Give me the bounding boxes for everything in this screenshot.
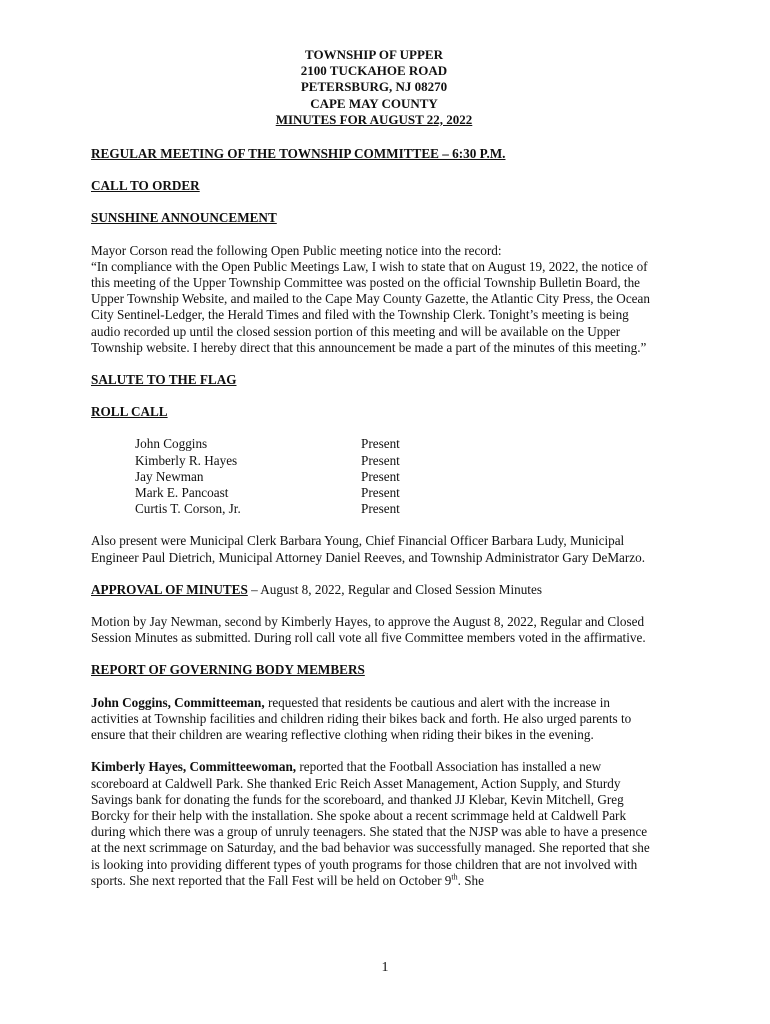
hayes-name: Kimberly Hayes, Committeewoman, — [91, 759, 297, 775]
hayes-end: . She — [457, 872, 484, 888]
regular-meeting-heading: REGULAR MEETING OF THE TOWNSHIP COMMITTEE – 6:30 P.M. — [91, 146, 506, 162]
roll-row — [135, 485, 657, 501]
approval-detail: – August 8, 2022, Regular and Closed Session Minutes — [247, 581, 542, 597]
roll-call-list — [135, 436, 657, 517]
header-minutes-date: MINUTES FOR AUGUST 22, 2022 — [275, 111, 473, 127]
roll-name: John Coggins — [135, 436, 208, 452]
header-county: CAPE MAY COUNTY — [310, 95, 438, 111]
roll-name: Kimberly R. Hayes — [135, 452, 238, 468]
salute-heading: SALUTE TO THE FLAG — [91, 372, 237, 388]
coggins-report — [91, 695, 657, 744]
sunshine-intro: Mayor Corson read the following Open Public meeting notice into the record: — [91, 242, 502, 258]
approval-paragraph — [91, 582, 657, 598]
header-township: TOWNSHIP OF UPPER — [305, 47, 443, 62]
sunshine-heading: SUNSHINE ANNOUNCEMENT — [91, 210, 277, 226]
roll-row — [135, 436, 657, 452]
sunshine-text: “In compliance with the Open Public Meetings Law, I wish to state that on August 19, 2022, the notice of this meeting of the Upper Township Committee was posted on the official Township Bulletin Board, the Upper Township Website, and mailed to the Cape May County Gazette, the Atlantic City Press, the Ocean City Sentinel-Ledger, the Herald Times and filed with the Township Clerk. Tonight’s meeting is being audio recorded up until the closed session portion of this meeting and will be available on the Upper Township website. I hereby direct that this announcement be made a part of the minutes of this meeting.” — [91, 258, 650, 355]
roll-name: Mark E. Pancoast — [135, 485, 229, 501]
header-address: 2100 TUCKAHOE ROAD — [300, 63, 448, 79]
page-number: 1 — [381, 960, 389, 975]
coggins-name: John Coggins, Committeeman, — [91, 694, 265, 710]
roll-status: Present — [361, 436, 400, 452]
roll-row — [135, 501, 657, 517]
document-header — [91, 47, 657, 128]
coggins-text: requested that residents be cautious and alert with the increase in activities at Township facilities and children riding their bikes back and forth. He also urged parents to ensure that their children are wearing reflective clothing when riding their bikes in the evening. — [91, 694, 632, 743]
roll-status: Present — [361, 501, 400, 517]
roll-call-heading: ROLL CALL — [91, 404, 168, 420]
call-to-order-heading: CALL TO ORDER — [91, 178, 200, 194]
header-city: PETERSBURG, NJ 08270 — [300, 79, 448, 95]
approval-heading: APPROVAL OF MINUTES — [91, 581, 248, 597]
roll-status: Present — [361, 452, 400, 468]
hayes-superscript: th — [451, 872, 458, 882]
hayes-text: reported that the Football Association has installed a new scoreboard at Caldwell Park. She thanked Eric Reich Asset Management, Action Supply, and Sturdy Savings bank for donating the funds for the scoreboard, and thanked JJ Klebar, Kevin Mitchell, Greg Borcky for their help with the installation. She spoke about a recent scrimmage held at Caldwell Park during which there was a group of unruly teenagers. She stated that the NJSP was able to have a presence at the next scrimmage on Saturday, and the bad behavior was successfully managed. She reported that she is looking into providing different types of youth programs for those children that are not involved with sports. She next reported that the Fall Fest will be held on October 9 — [91, 759, 650, 888]
hayes-report — [91, 759, 657, 889]
roll-name: Curtis T. Corson, Jr. — [135, 501, 241, 517]
motion-paragraph: Motion by Jay Newman, second by Kimberly Hayes, to approve the August 8, 2022, Regular and Closed Session Minutes as submitted. During roll call vote all five Committee members voted in the affirmative. — [91, 614, 646, 646]
report-heading: REPORT OF GOVERNING BODY MEMBERS — [91, 662, 365, 678]
roll-row — [135, 469, 657, 485]
roll-status: Present — [361, 468, 400, 484]
roll-status: Present — [361, 485, 400, 501]
roll-name: Jay Newman — [135, 468, 204, 484]
also-present-paragraph: Also present were Municipal Clerk Barbara Young, Chief Financial Officer Barbara Ludy, Municipal Engineer Paul Dietrich, Municipal Attorney Daniel Reeves, and Township Administrator Gary DeMarzo. — [91, 533, 646, 565]
sunshine-paragraph — [91, 243, 657, 356]
minutes-page — [91, 47, 657, 905]
roll-row — [135, 453, 657, 469]
